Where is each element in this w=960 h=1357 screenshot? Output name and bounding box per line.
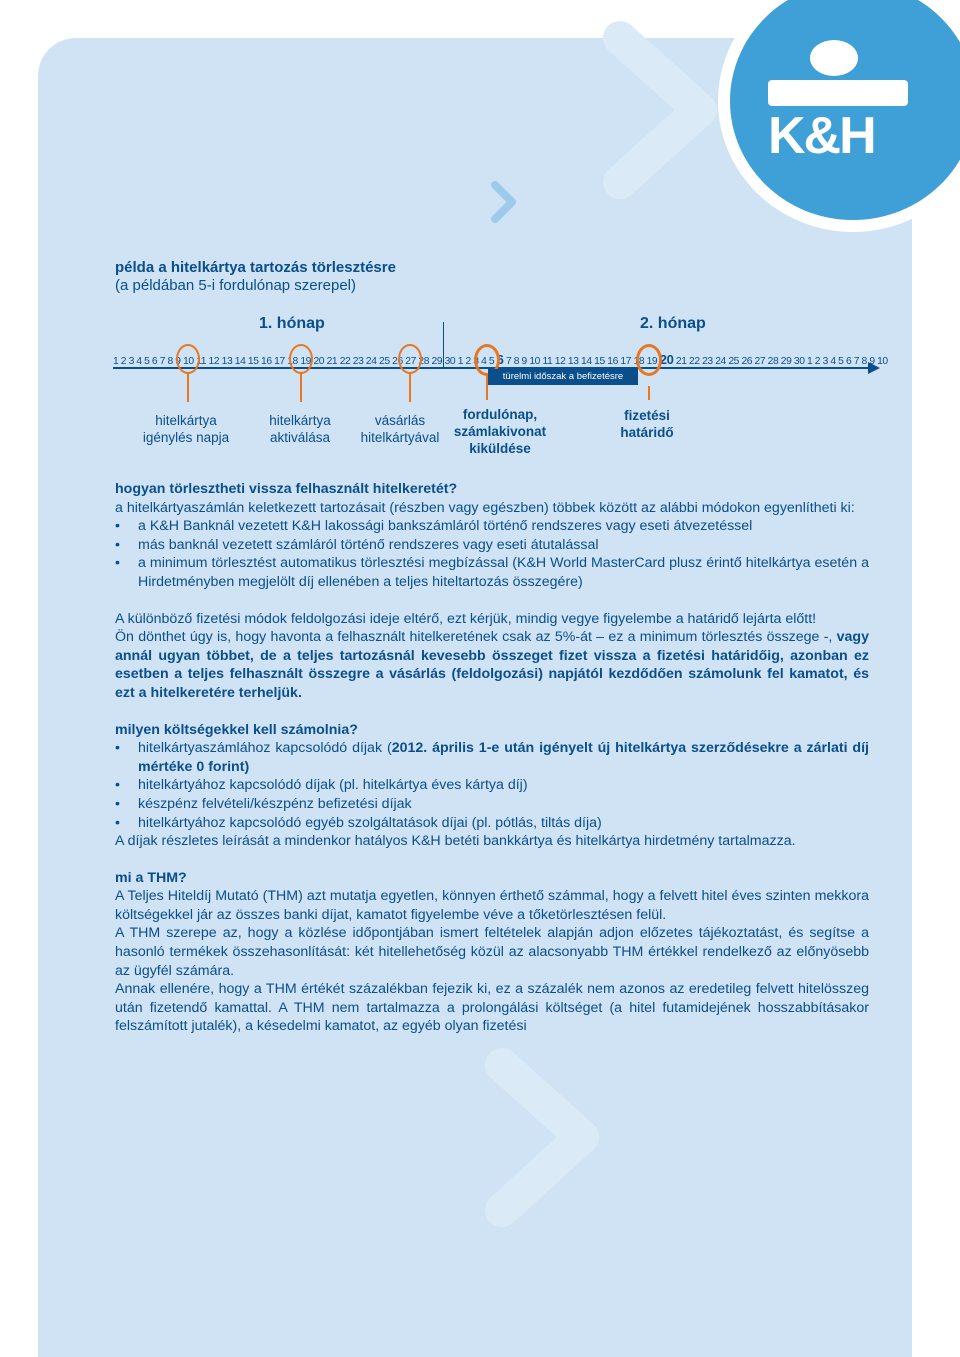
section-repayment-intro: a hitelkártyaszámlán keletkezett tartozásait (részben vagy egészben) többek között az alábbi módokon egyenlítheti ki: [115, 499, 855, 516]
event-purchase [352, 412, 448, 446]
minimum-payment-text: Ön dönthet úgy is, hogy havonta a felhasznált hitelkeretének csak az 5%-át – ez a minimum törlesztés összege -, [115, 629, 837, 646]
list-item: • a minimum törlesztést automatikus törlesztési megbízással (K&H World MasterCard plusz érintő hitelkártya esetén a Hirdetményben megjelölt díj ellenében a teljes hiteltartozás összegére) [115, 554, 869, 591]
days-part-1: 1 2 3 4 5 6 7 8 9 10 11 12 13 14 15 16 17 18 19 20 21 22 23 24 25 26 27 28 29 30 1 2 3 4 5 [113, 356, 495, 367]
marker-line-purchase [409, 372, 411, 402]
marker-circle-activation [289, 344, 313, 374]
minimum-payment-bold: vagy annál ugyan többet, de a teljes tartozásnál kevesebb összeget fizet vissza a fizetési határidőig, azonban ez esetben a teljes felhasznált összegre a vásárlás (feldolgozási) napjától kezdődően számolunk fel kamatot, és ezt a hitelkeretére terheljük. [115, 629, 869, 701]
marker-circle-application [176, 344, 200, 374]
cost-item-text: hitelkártyaszámlához kapcsolódó díjak ( [138, 740, 392, 757]
thm-paragraph-1: A Teljes Hiteldíj Mutató (THM) azt mutatja egyetlen, könnyen érthető számmal, hogy a felvett hitel éves szinten mekkora költségekkel jár az összes banki díjat, kamatot figyelembe véve a tőketörlesztésen felül. [115, 888, 869, 923]
grace-period-label: türelmi időszak a befizetésre [488, 369, 638, 385]
month-1-label: 1. hónap [259, 315, 325, 332]
marker-line-activation [300, 372, 302, 402]
list-item [115, 739, 869, 776]
event-application-line1: hitelkártya [155, 413, 217, 428]
marker-circle-due [636, 344, 662, 376]
processing-note: A különböző fizetési módok feldolgozási ideje eltérő, ezt kérjük, mindig vegye figyelembe a határidő lejárta előtt! [115, 610, 817, 627]
list-item: • a K&H Banknál vezetett K&H lakossági bankszámláról történő rendszeres vagy eseti átvezetéssel [115, 517, 869, 536]
statement-day: 6 [496, 352, 504, 367]
marker-line-application [187, 372, 189, 402]
event-activation-line1: hitelkártya [269, 413, 331, 428]
event-statement-line1: fordulónap, [462, 407, 538, 422]
event-activation [250, 412, 350, 446]
small-arrow-icon [495, 185, 512, 219]
marker-circle-purchase [398, 344, 422, 374]
marker-line-due [648, 386, 650, 400]
section-costs-heading: milyen költségekkel kell számolnia? [115, 721, 358, 738]
event-application-line2: igénylés napja [142, 430, 230, 445]
list-item: • hitelkártyához kapcsolódó díjak (pl. hitelkártya éves kártya díj) [115, 776, 869, 795]
costs-list [115, 739, 869, 832]
thm-paragraph-3: Annak ellenére, hogy a THM értékét százalékban fejezik ki, ez a százalék nem azonos az eredetileg felvett hitelösszeg után fizetendő kamattal. A THM nem tartalmazza a prolongálási költséget (a hitel futamidejének hosszabbításakor felszámított jutalék), a késedelmi kamatot, az egyéb olyan fizetési [115, 981, 869, 1035]
list-item: • hitelkártyához kapcsolódó egyéb szolgáltatások díjai (pl. pótlás, tiltás díja) [115, 814, 869, 833]
event-statement [444, 406, 556, 457]
event-due-line1: fizetési [624, 408, 670, 423]
event-application [130, 412, 242, 446]
logo-head-icon [810, 40, 858, 76]
list-item: • készpénz felvételi/készpénz befizetési díjak [115, 795, 869, 814]
days-part-3: 21 22 23 24 25 26 27 28 29 30 1 2 3 4 5 6 7 8 9 10 [675, 356, 888, 367]
logo-body-icon [768, 80, 908, 106]
minimum-payment-paragraph [115, 628, 869, 702]
timeline-arrowhead-icon [868, 362, 880, 374]
list-item: • más banknál vezetett számláról történő rendszeres vagy eseti átutalással [115, 536, 869, 555]
event-due-line2: határidő [620, 425, 674, 440]
due-day: 20 [659, 352, 674, 367]
event-purchase-line1: vásárlás [374, 413, 426, 428]
event-statement-line3: kiküldése [469, 441, 531, 456]
event-statement-line2: számlakivonat [453, 424, 547, 439]
document-body [115, 480, 869, 1036]
event-due [604, 407, 690, 441]
bottom-arrow-icon [502, 1065, 582, 1210]
large-arrow-icon [620, 38, 700, 182]
thm-paragraph-2: A THM szerepe az, hogy a közlése időpontjában ismert feltételek alapján adjon előzetes tájékoztatást, és segítse a hasonló termékek összehasonlítását: két hitellehetőség közül az alacsonyabb THM értékkel rendelkező az előnyösebb az ügyfél számára. [115, 925, 869, 979]
month-2-label: 2. hónap [640, 315, 706, 332]
event-purchase-line2: hitelkártyával [360, 430, 440, 445]
section-thm-heading: mi a THM? [115, 869, 187, 886]
brand-logo-text: K&H [768, 107, 875, 165]
example-subtitle: (a példában 5-i fordulónap szerepel) [115, 277, 356, 294]
cost-item-bold: 2012. április 1-e után igényelt új hitelkártya szerződésekre a zárlati díj mértéke 0 forint) [138, 740, 869, 775]
costs-footer: A díjak részletes leírását a mindenkor hatályos K&H betéti bankkártya és hitelkártya hirdetmény tartalmazza. [115, 833, 796, 850]
section-repayment-heading: hogyan törlesztheti vissza felhasznált hitelkeretét? [115, 481, 458, 497]
event-activation-line2: aktiválása [269, 430, 331, 445]
example-title: példa a hitelkártya tartozás törlesztésre [115, 259, 396, 276]
days-part-2: 7 8 9 10 11 12 13 14 15 16 17 18 19 [505, 356, 658, 367]
repayment-methods-list [115, 517, 869, 591]
